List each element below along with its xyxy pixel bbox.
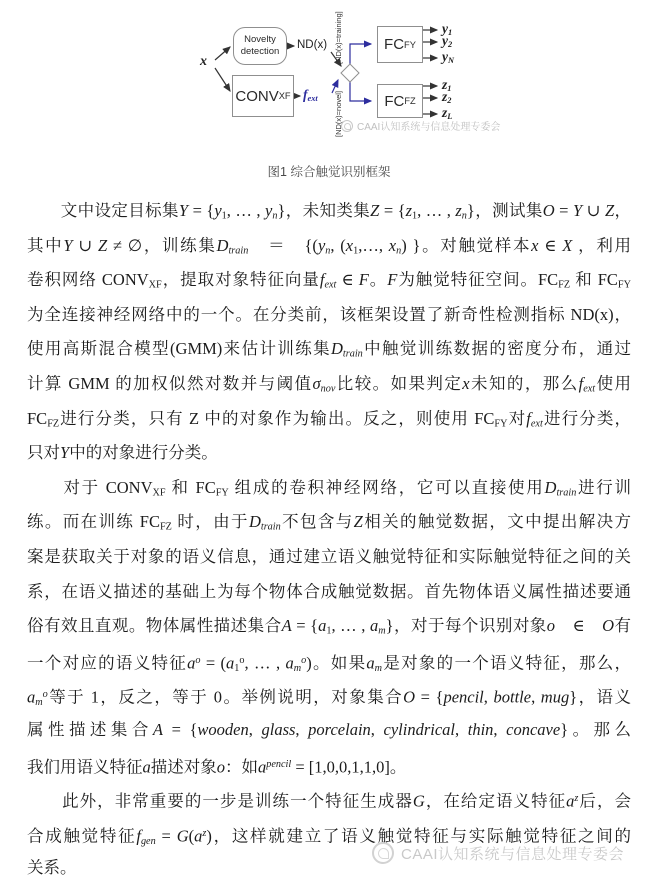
text-line: 文中设定目标集Y = {y1, … , yn}，未知类集Z = {z1, … , zn}，测试集O = Y ∪ Z， <box>27 201 632 222</box>
figure-caption: 图1 综合触觉识别框架 <box>267 165 391 179</box>
text-line: 此外，非常重要的一步是训练一个特征生成器G，在给定语义特征$a^z$后，会 <box>27 791 632 811</box>
output-z2: z2 <box>442 89 452 105</box>
text-line: 为全连接神经网络中的一个。在分类前，该框架设置了新奇性检测指标 ND(x)， <box>27 304 631 324</box>
text-line: FCFZ进行分类，只有 Z 中的对象作为输出。反之，则使用 FCFY对fext进行分类， <box>27 408 631 429</box>
novelty-line2: detection <box>240 46 280 57</box>
fc-fy-box: FC FY <box>377 26 423 63</box>
output-y2: y2 <box>442 33 453 49</box>
text-line: 一个对应的语义特征$a^o = (a1^o$, … , $am^o$)。如果am是对象的一个语义特征，那么， <box>27 653 632 674</box>
text-line: 卷积网络 CONVXF，提取对象特征向量fext ∈ F。F为触觉特征空间。FCFZ 和 FCFY <box>27 270 631 291</box>
caai-logo-icon <box>341 120 353 132</box>
figure-tactile-framework <box>0 0 658 150</box>
conv-xf-box: CONV XF <box>232 75 294 117</box>
text-line: 属性描述集合A = {wooden, glass, porcelain, cylindrical, thin, concave}。那么 <box>27 719 632 739</box>
output-y1: y1 <box>442 21 453 37</box>
nd-x-label: ND(x) <box>297 39 328 51</box>
output-yN: yN <box>442 49 455 65</box>
body-text <box>27 194 631 886</box>
paragraph <box>27 471 631 782</box>
text-line: 系，在语义描述的基础上为每个物体合成触觉数据。首先物体语义属性描述要通 <box>27 581 631 601</box>
figure-watermark-text: CAAI认知系统与信息处理专委会 <box>357 122 501 133</box>
text-line: 我们用语义特征a描述对象o：如$a^{pencil} = [1,0,0,1,1,0]$。 <box>27 757 407 777</box>
text-line: 对于 CONVXF 和 FCFY 组成的卷积神经网络，它可以直接使用Dtrain进行训 <box>27 477 631 498</box>
text-line: 只对Y中的对象进行分类。 <box>27 443 218 463</box>
text-line: 其中Y ∪ Z ≠ ∅，训练集Dtrain ＝ {(yn, (x1,…, xn) }。对触觉样本x ∈ X ，利用 <box>27 235 632 256</box>
branch-novel-label: [ND(x)=novel] <box>334 90 343 137</box>
text-line: 关系。 <box>27 858 77 878</box>
text-line: 计算 GMM 的加权似然对数并与阈值σnov比较。如果判定x未知的，那么fext使用 <box>27 373 632 395</box>
paragraph <box>27 194 631 471</box>
text-line: 合成触觉特征fgen = $G(a^z)$，这样就建立了语义触觉特征与实际触觉特征之间的 <box>27 826 632 847</box>
output-z1: z1 <box>442 77 452 93</box>
novelty-line1: Novelty <box>244 33 276 45</box>
output-zL: zL <box>442 105 453 121</box>
decision-diamond <box>341 64 359 82</box>
input-x-label: x <box>200 54 207 69</box>
text-line: $am^o$等于 1，反之，等于 0。举例说明，对象集合O = {pencil, bottle, mug}，语义 <box>27 687 632 709</box>
figure-watermark <box>341 118 500 133</box>
text-line: 使用高斯混合模型(GMM)来估计训练集Dtrain中触觉训练数据的密度分布，通过 <box>27 339 632 360</box>
novelty-detection-box <box>233 27 287 65</box>
branch-training-label: [ND(x)=training] <box>334 11 343 64</box>
paragraph <box>27 782 631 886</box>
text-line: 案是获取关于对象的语义信息，通过建立语义触觉特征和实际触觉特征之间的关 <box>27 546 631 566</box>
page-watermark-text: CAAI认知系统与信息处理专委会 <box>401 845 625 863</box>
figure-arrows <box>0 0 658 150</box>
fc-fz-box: FC FZ <box>377 84 423 118</box>
fext-label: fext <box>303 87 318 103</box>
text-line: 俗有效且直观。物体属性描述集合A = {a1, … , am}，对于每个识别对象o ∈ O有 <box>27 616 632 637</box>
text-line: 练。而在训练 FCFZ 时，由于Dtrain不包含与Z相关的触觉数据，文中提出解决方 <box>27 512 632 533</box>
